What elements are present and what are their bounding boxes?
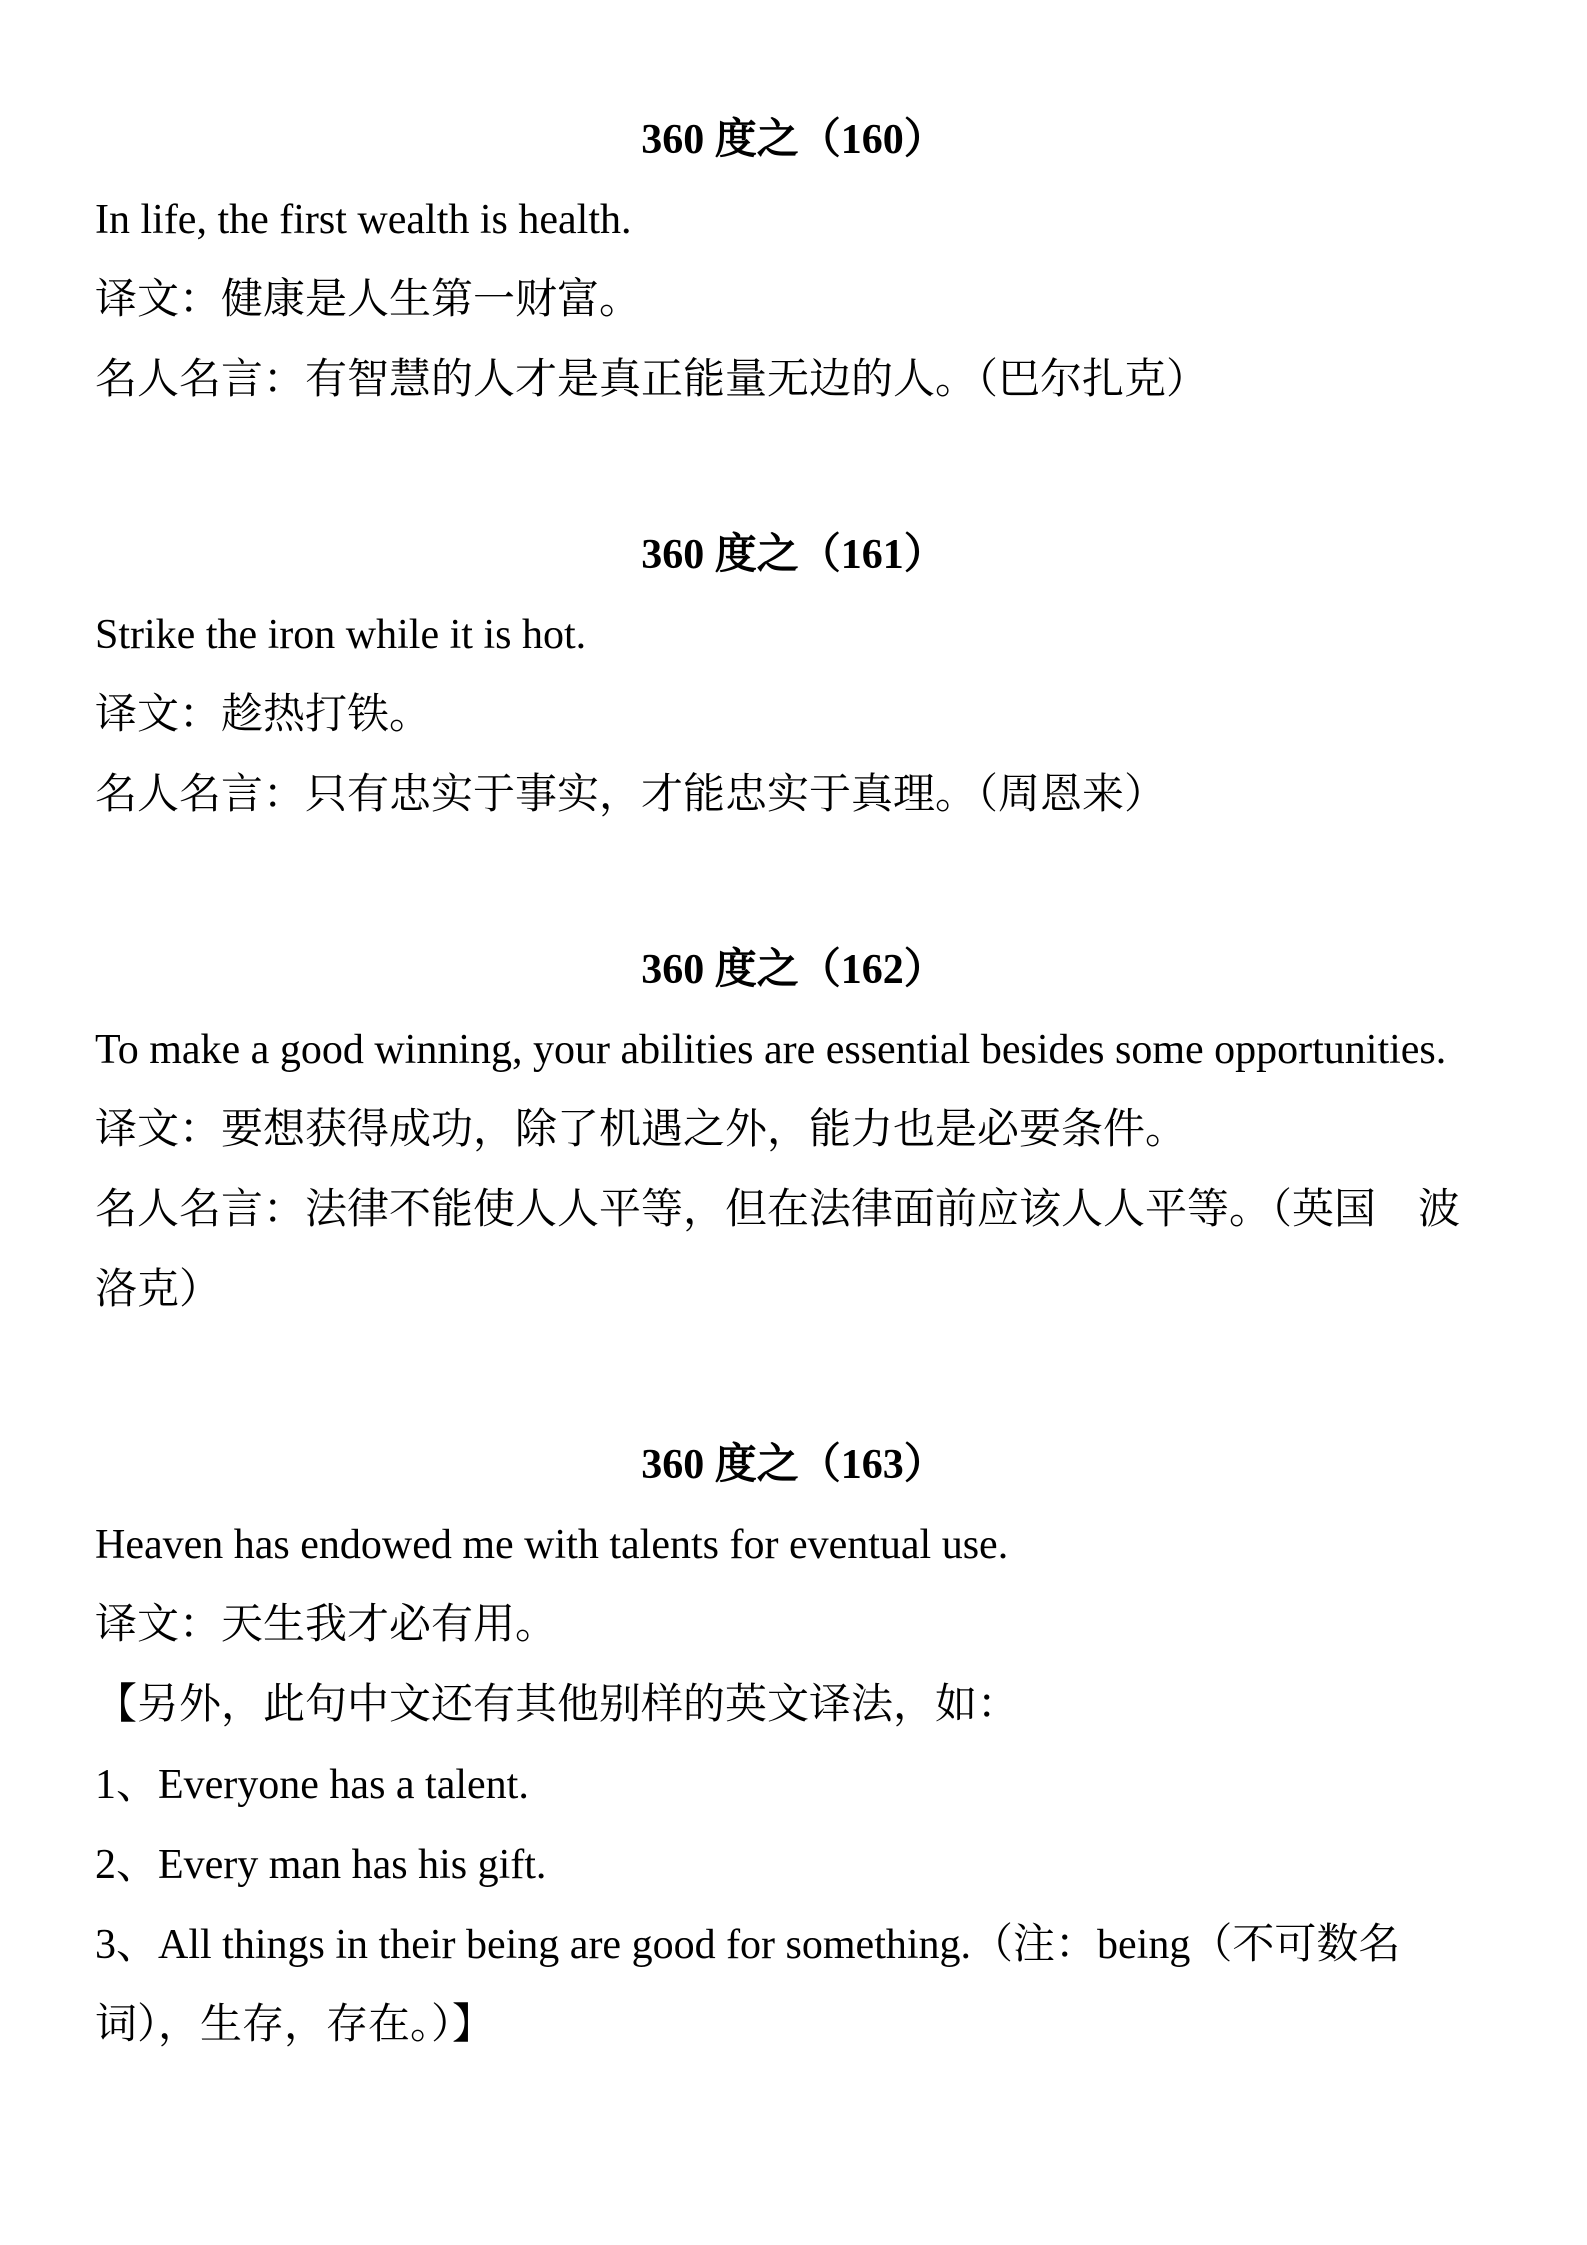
- quote-line: 名人名言：只有忠实于事实，才能忠实于真理。（周恩来）: [95, 772, 1167, 818]
- section-160: [95, 100, 1492, 420]
- quote-line: 名人名言：有智慧的人才是真正能量无边的人。（巴尔扎克）: [95, 357, 1209, 403]
- section-162: [95, 930, 1492, 1330]
- english-sentence: Heaven has endowed me with talents for eventual use.: [95, 1522, 1009, 1568]
- section-title: 360 度之（162）: [641, 947, 946, 993]
- quote-line: 名人名言：法律不能使人人平等，但在法律面前应该人人平等。（英国 波洛克）: [95, 1187, 1461, 1313]
- english-sentence: In life, the first wealth is health.: [95, 197, 632, 243]
- note-intro-line: 【另外，此句中文还有其他别样的英文译法，如：: [95, 1682, 1020, 1728]
- translation-line: 译文：天生我才必有用。: [95, 1602, 558, 1648]
- alt-translation-item: 2、Every man has his gift.: [95, 1842, 547, 1888]
- translation-line: 译文：要想获得成功，除了机遇之外，能力也是必要条件。: [95, 1107, 1188, 1153]
- alt-translation-item: 1、Everyone has a talent.: [95, 1762, 529, 1808]
- english-sentence: To make a good winning, your abilities are essential besides some opportunities.: [95, 1027, 1447, 1073]
- translation-line: 译文：健康是人生第一财富。: [95, 277, 642, 323]
- section-title: 360 度之（161）: [641, 532, 946, 578]
- translation-line: 译文：趁热打铁。: [95, 692, 432, 738]
- section-title: 360 度之（160）: [641, 117, 946, 163]
- alt-translation-item: 3、All things in their being are good for something.（注：being（不可数名词），生存，存在。）】: [95, 1922, 1401, 2048]
- english-sentence: Strike the iron while it is hot.: [95, 612, 587, 658]
- section-161: [95, 515, 1492, 835]
- section-163: [95, 1425, 1492, 2065]
- section-title: 360 度之（163）: [641, 1442, 946, 1488]
